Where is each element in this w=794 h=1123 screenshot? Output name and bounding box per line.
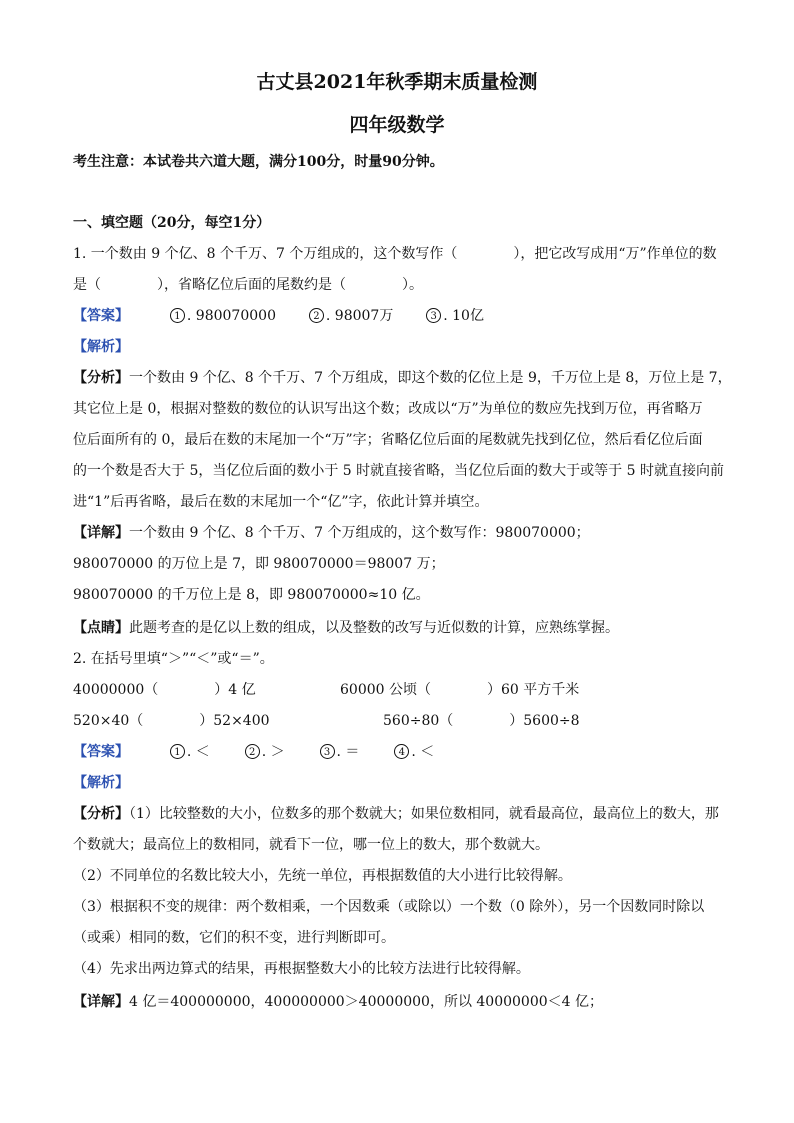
answer-item: 1 . 980070000 bbox=[170, 308, 276, 324]
question-1-line-1: 1. 一个数由 9 个亿、8 个千万、7 个万组成的，这个数写作（ ），把它改写成用“万”作单位的数 bbox=[73, 246, 717, 262]
circled-number: 2 bbox=[309, 308, 324, 323]
circled-number: 1 bbox=[170, 744, 185, 759]
compare-item: 40000000（ ）4 亿 bbox=[73, 682, 256, 698]
answer-tag: 【答案】 bbox=[73, 744, 129, 760]
circled-number: 2 bbox=[245, 744, 260, 759]
fenxi-line: （4）先求出两边算式的结果，再根据整数大小的比较方法进行比较得解。 bbox=[73, 961, 530, 977]
analysis-tag: 【解析】 bbox=[73, 775, 129, 791]
xiangjie-line: 【详解】一个数由 9 个亿、8 个千万、7 个万组成的，这个数写作：980070000； bbox=[73, 525, 590, 541]
circled-number: 1 bbox=[170, 308, 185, 323]
answer-item: 4 . ＜ bbox=[394, 744, 434, 760]
question-2-stem: 2. 在括号里填“＞”“＜”或“＝”。 bbox=[73, 651, 274, 667]
fenxi-line: （2）不同单位的名数比较大小，先统一单位，再根据数值的大小进行比较得解。 bbox=[73, 868, 572, 884]
fenxi-line: 位后面所有的 0，最后在数的末尾加一个“万”字；省略亿位后面的尾数就先找到亿位，然后看亿位后面 bbox=[73, 432, 703, 448]
compare-item: 520×40（ ）52×400 bbox=[73, 713, 270, 729]
answer-tag: 【答案】 bbox=[73, 308, 129, 324]
xiangjie-line: 980070000 的千万位上是 8，即 980070000≈10 亿。 bbox=[73, 587, 430, 603]
compare-item: 60000 公顷（ ）60 平方千米 bbox=[340, 682, 580, 698]
answer-item: 3 . ＝ bbox=[320, 744, 360, 760]
question-1-line-2: 是（ ），省略亿位后面的尾数约是（ ）。 bbox=[73, 277, 423, 293]
circled-number: 3 bbox=[426, 308, 441, 323]
dianjing-line: 【点睛】此题考查的是亿以上数的组成，以及整数的改写与近似数的计算，应熟练掌握。 bbox=[73, 620, 619, 636]
answer-item: 3 . 10亿 bbox=[426, 308, 484, 324]
page-title: 古丈县2021年秋季期末质量检测 bbox=[256, 71, 538, 93]
fenxi-line: （3）根据积不变的规律：两个数相乘，一个因数乘（或除以）一个数（0 除外），另一个因数同时除以 bbox=[73, 899, 705, 915]
analysis-tag: 【解析】 bbox=[73, 339, 129, 355]
answer-row-1 bbox=[73, 307, 484, 325]
exam-notice: 考生注意：本试卷共六道大题，满分100分，时量90分钟。 bbox=[73, 154, 444, 170]
xiangjie-line: 【详解】4 亿＝400000000，400000000＞40000000，所以 40000000＜4 亿； bbox=[73, 994, 604, 1010]
fenxi-line: 其它位上是 0，根据对整数的数位的认识写出这个数；改成以“万”为单位的数应先找到万位，再省略万 bbox=[73, 401, 703, 417]
answer-item: 2 . ＞ bbox=[245, 744, 285, 760]
page-subtitle: 四年级数学 bbox=[349, 114, 445, 136]
fenxi-line: 个数就大；最高位上的数相同，就看下一位，哪一位上的数大，那个数就大。 bbox=[73, 837, 549, 853]
section-heading: 一、填空题（20分，每空1分） bbox=[73, 215, 271, 231]
fenxi-line: 进“1”后再省略，最后在数的末尾加一个“亿”字，依此计算并填空。 bbox=[73, 494, 489, 510]
fenxi-line: 的一个数是否大于 5，当亿位后面的数小于 5 时就直接省略，当亿位后面的数大于或等于 5 时就直接向前 bbox=[73, 463, 724, 479]
answer-item: 1 . ＜ bbox=[170, 744, 210, 760]
answer-item: 2 . 98007万 bbox=[309, 308, 393, 324]
answer-row-2 bbox=[73, 743, 434, 761]
xiangjie-line: 980070000 的万位上是 7，即 980070000＝98007 万； bbox=[73, 556, 445, 572]
fenxi-line: 【分析】一个数由 9 个亿、8 个千万、7 个万组成，即这个数的亿位上是 9，千万位上是 8，万位上是 7， bbox=[73, 370, 732, 386]
compare-item: 560÷80（ ）5600÷8 bbox=[383, 713, 580, 729]
fenxi-line: 【分析】（1）比较整数的大小，位数多的那个数就大；如果位数相同，就看最高位，最高位上的数大，那 bbox=[73, 806, 719, 822]
fenxi-line: （或乘）相同的数，它们的积不变，进行判断即可。 bbox=[73, 930, 395, 946]
circled-number: 3 bbox=[320, 744, 335, 759]
circled-number: 4 bbox=[394, 744, 409, 759]
